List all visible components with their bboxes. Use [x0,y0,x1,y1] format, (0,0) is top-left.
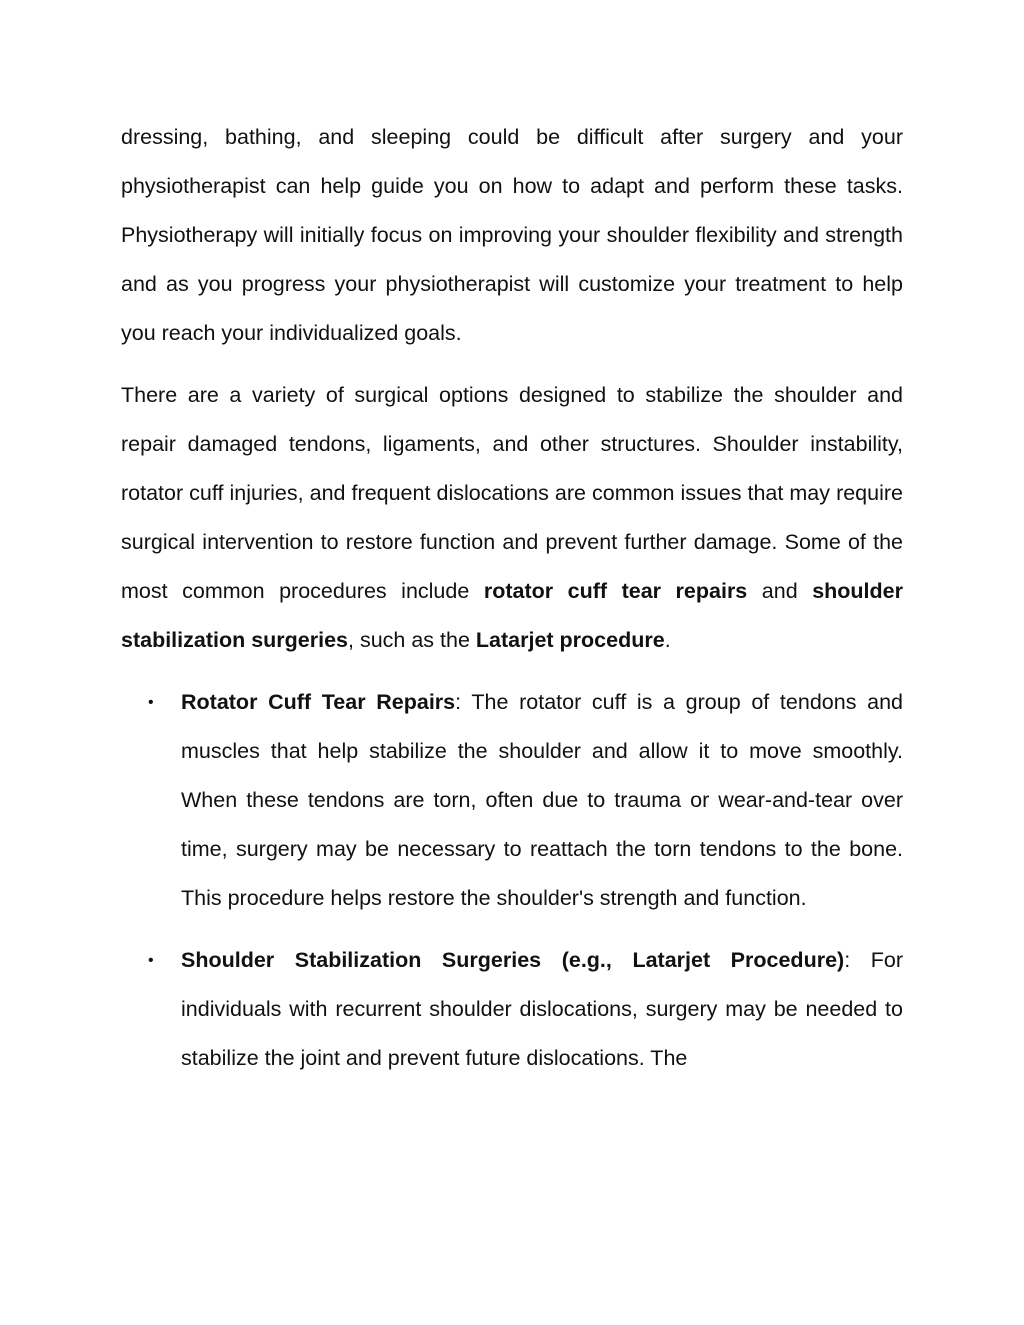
bold-term-latarjet: Latarjet procedure [475,628,665,652]
paragraph-text: There are a variety of surgical options designed to stabilize the shoulder and repair damaged tendons, ligaments, and other structures. Shoulder instability, rotator cuff injuries, and frequent dislocations are common issues that may require surgical intervention to restore function and prevent further damage. Some of the most common procedures include [121,383,903,603]
bullet-icon: • [148,952,154,969]
paragraph-text: . [664,628,671,652]
paragraph-text: and [747,579,813,603]
bullet-icon: • [148,694,154,711]
list-item-title: Rotator Cuff Tear Repairs [181,690,456,714]
list-item-title: Shoulder Stabilization Surgeries (e.g., Latarjet Procedure) [181,948,845,972]
paragraph-surgical-options [121,371,903,665]
list-item-text: : The rotator cuff is a group of tendons and muscles that help stabilize the shoulder and allow it to move smoothly. When these tendons are torn, often due to trauma or wear-and-tear over time, surgery may be necessary to reattach the torn tendons to the bone. This procedure helps restore the shoulder's strength and function. [181,690,903,910]
document-body [121,113,903,1083]
bold-term-stabilization: shoulder stabilization surgeries [121,579,903,652]
list-item [121,678,903,923]
procedure-list [121,678,903,1083]
list-item [121,936,903,1083]
list-item-text: : For individuals with recurrent shoulder dislocations, surgery may be needed to stabilize the joint and prevent future dislocations. The [181,948,903,1070]
bold-term-rotator-cuff: rotator cuff tear repairs [483,579,748,603]
paragraph-text: , such as the [348,628,476,652]
paragraph-physiotherapy: dressing, bathing, and sleeping could be difficult after surgery and your physiotherapist can help guide you on how to adapt and perform these tasks. Physiotherapy will initially focus on improving your shoulder flexibility and strength and as you progress your physiotherapist will customize your treatment to help you reach your individualized goals. [121,125,903,345]
